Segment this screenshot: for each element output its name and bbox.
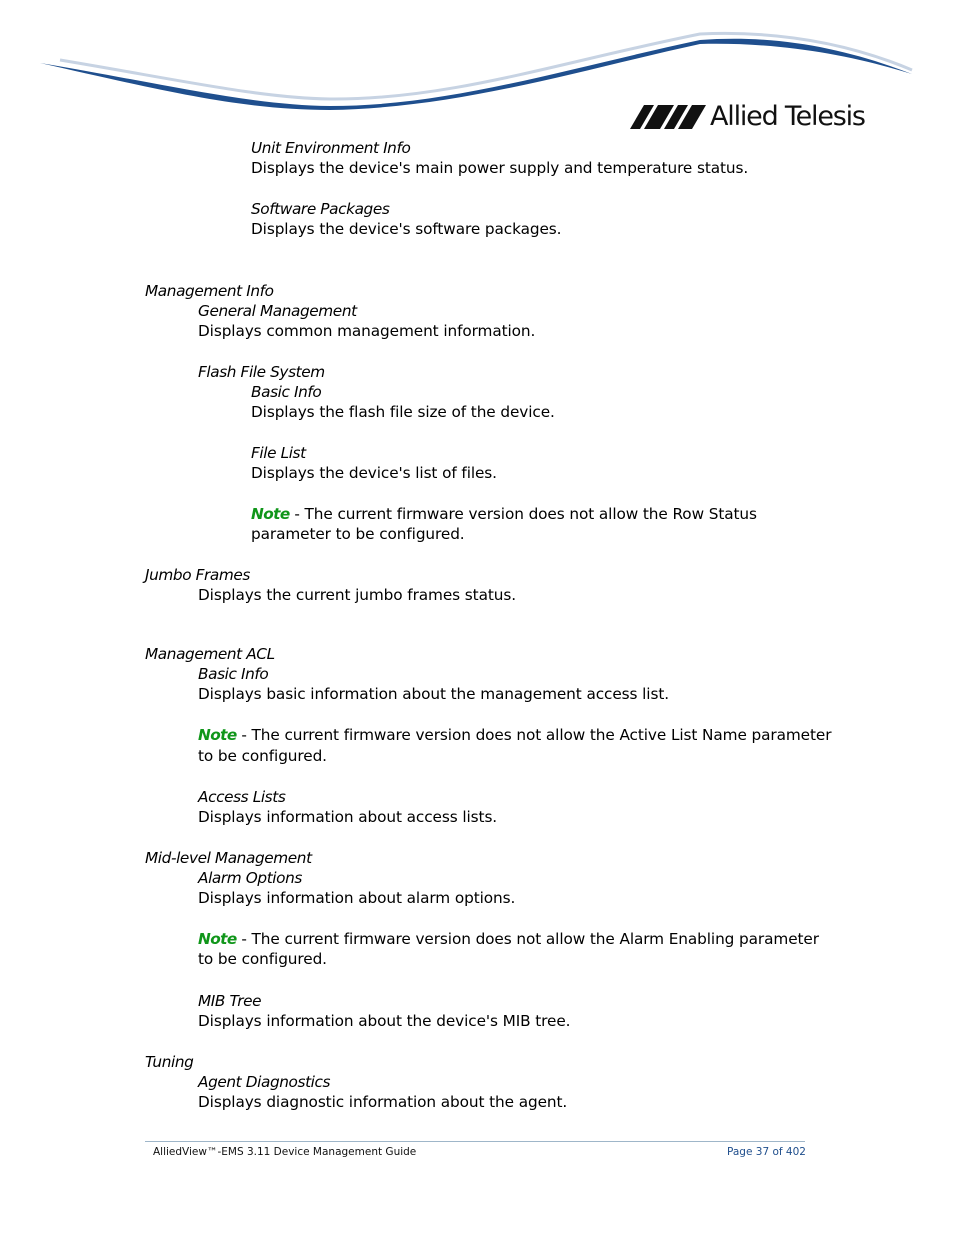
desc-agent-diagnostics: Displays diagnostic information about the agent.: [198, 1093, 568, 1111]
footer-document-title: AlliedView™-EMS 3.11 Device Management Guide: [153, 1146, 417, 1158]
desc-access-lists: Displays information about access lists.: [198, 808, 498, 826]
heading-general-management: General Management: [198, 302, 357, 320]
heading-management-acl: Management ACL: [145, 645, 275, 663]
heading-management-info: Management Info: [145, 282, 274, 300]
heading-mib-tree: MIB Tree: [198, 992, 262, 1010]
allied-telesis-logo: [630, 100, 870, 134]
heading-flash-basic-info: Basic Info: [251, 383, 322, 401]
brand-name: Allied Telesis: [710, 101, 865, 132]
heading-software-packages: Software Packages: [251, 200, 390, 218]
note-label: Note: [198, 930, 237, 948]
note-label: Note: [251, 505, 290, 523]
heading-access-lists: Access Lists: [198, 788, 286, 806]
note-text: - The current firmware version does not allow the Active List Name parameter: [236, 726, 832, 744]
heading-flash-file-system: Flash File System: [198, 363, 325, 381]
note-label: Note: [198, 726, 237, 744]
desc-flash-basic-info: Displays the flash file size of the device.: [251, 403, 555, 421]
desc-software-packages: Displays the device's software packages.: [251, 220, 562, 238]
heading-tuning: Tuning: [145, 1053, 194, 1071]
heading-acl-basic-info: Basic Info: [198, 665, 269, 683]
heading-file-list: File List: [251, 444, 306, 462]
footer-divider: [145, 1141, 805, 1142]
desc-jumbo-frames: Displays the current jumbo frames status.: [198, 586, 516, 604]
desc-mib-tree: Displays information about the device's MIB tree.: [198, 1012, 571, 1030]
desc-acl-basic-info: Displays basic information about the management access list.: [198, 685, 669, 703]
footer-page-number: Page 37 of 402: [727, 1146, 806, 1158]
note-text: - The current firmware version does not allow the Row Status: [289, 505, 757, 523]
heading-agent-diagnostics: Agent Diagnostics: [198, 1073, 331, 1091]
desc-general-management: Displays common management information.: [198, 322, 536, 340]
heading-unit-environment: Unit Environment Info: [251, 139, 411, 157]
note-row-status: [251, 504, 757, 524]
allied-telesis-logo-mark-icon: [630, 105, 706, 129]
heading-mid-level-management: Mid-level Management: [145, 849, 312, 867]
note-row-status-cont: parameter to be configured.: [251, 525, 465, 543]
note-active-list-cont: to be configured.: [198, 747, 327, 765]
note-active-list: [198, 725, 831, 745]
heading-alarm-options: Alarm Options: [198, 869, 302, 887]
desc-file-list: Displays the device's list of files.: [251, 464, 497, 482]
note-alarm-enabling: [198, 929, 819, 949]
note-alarm-enabling-cont: to be configured.: [198, 950, 327, 968]
desc-unit-environment: Displays the device's main power supply and temperature status.: [251, 159, 749, 177]
heading-jumbo-frames: Jumbo Frames: [145, 566, 250, 584]
desc-alarm-options: Displays information about alarm options.: [198, 889, 516, 907]
note-text: - The current firmware version does not allow the Alarm Enabling parameter: [236, 930, 819, 948]
